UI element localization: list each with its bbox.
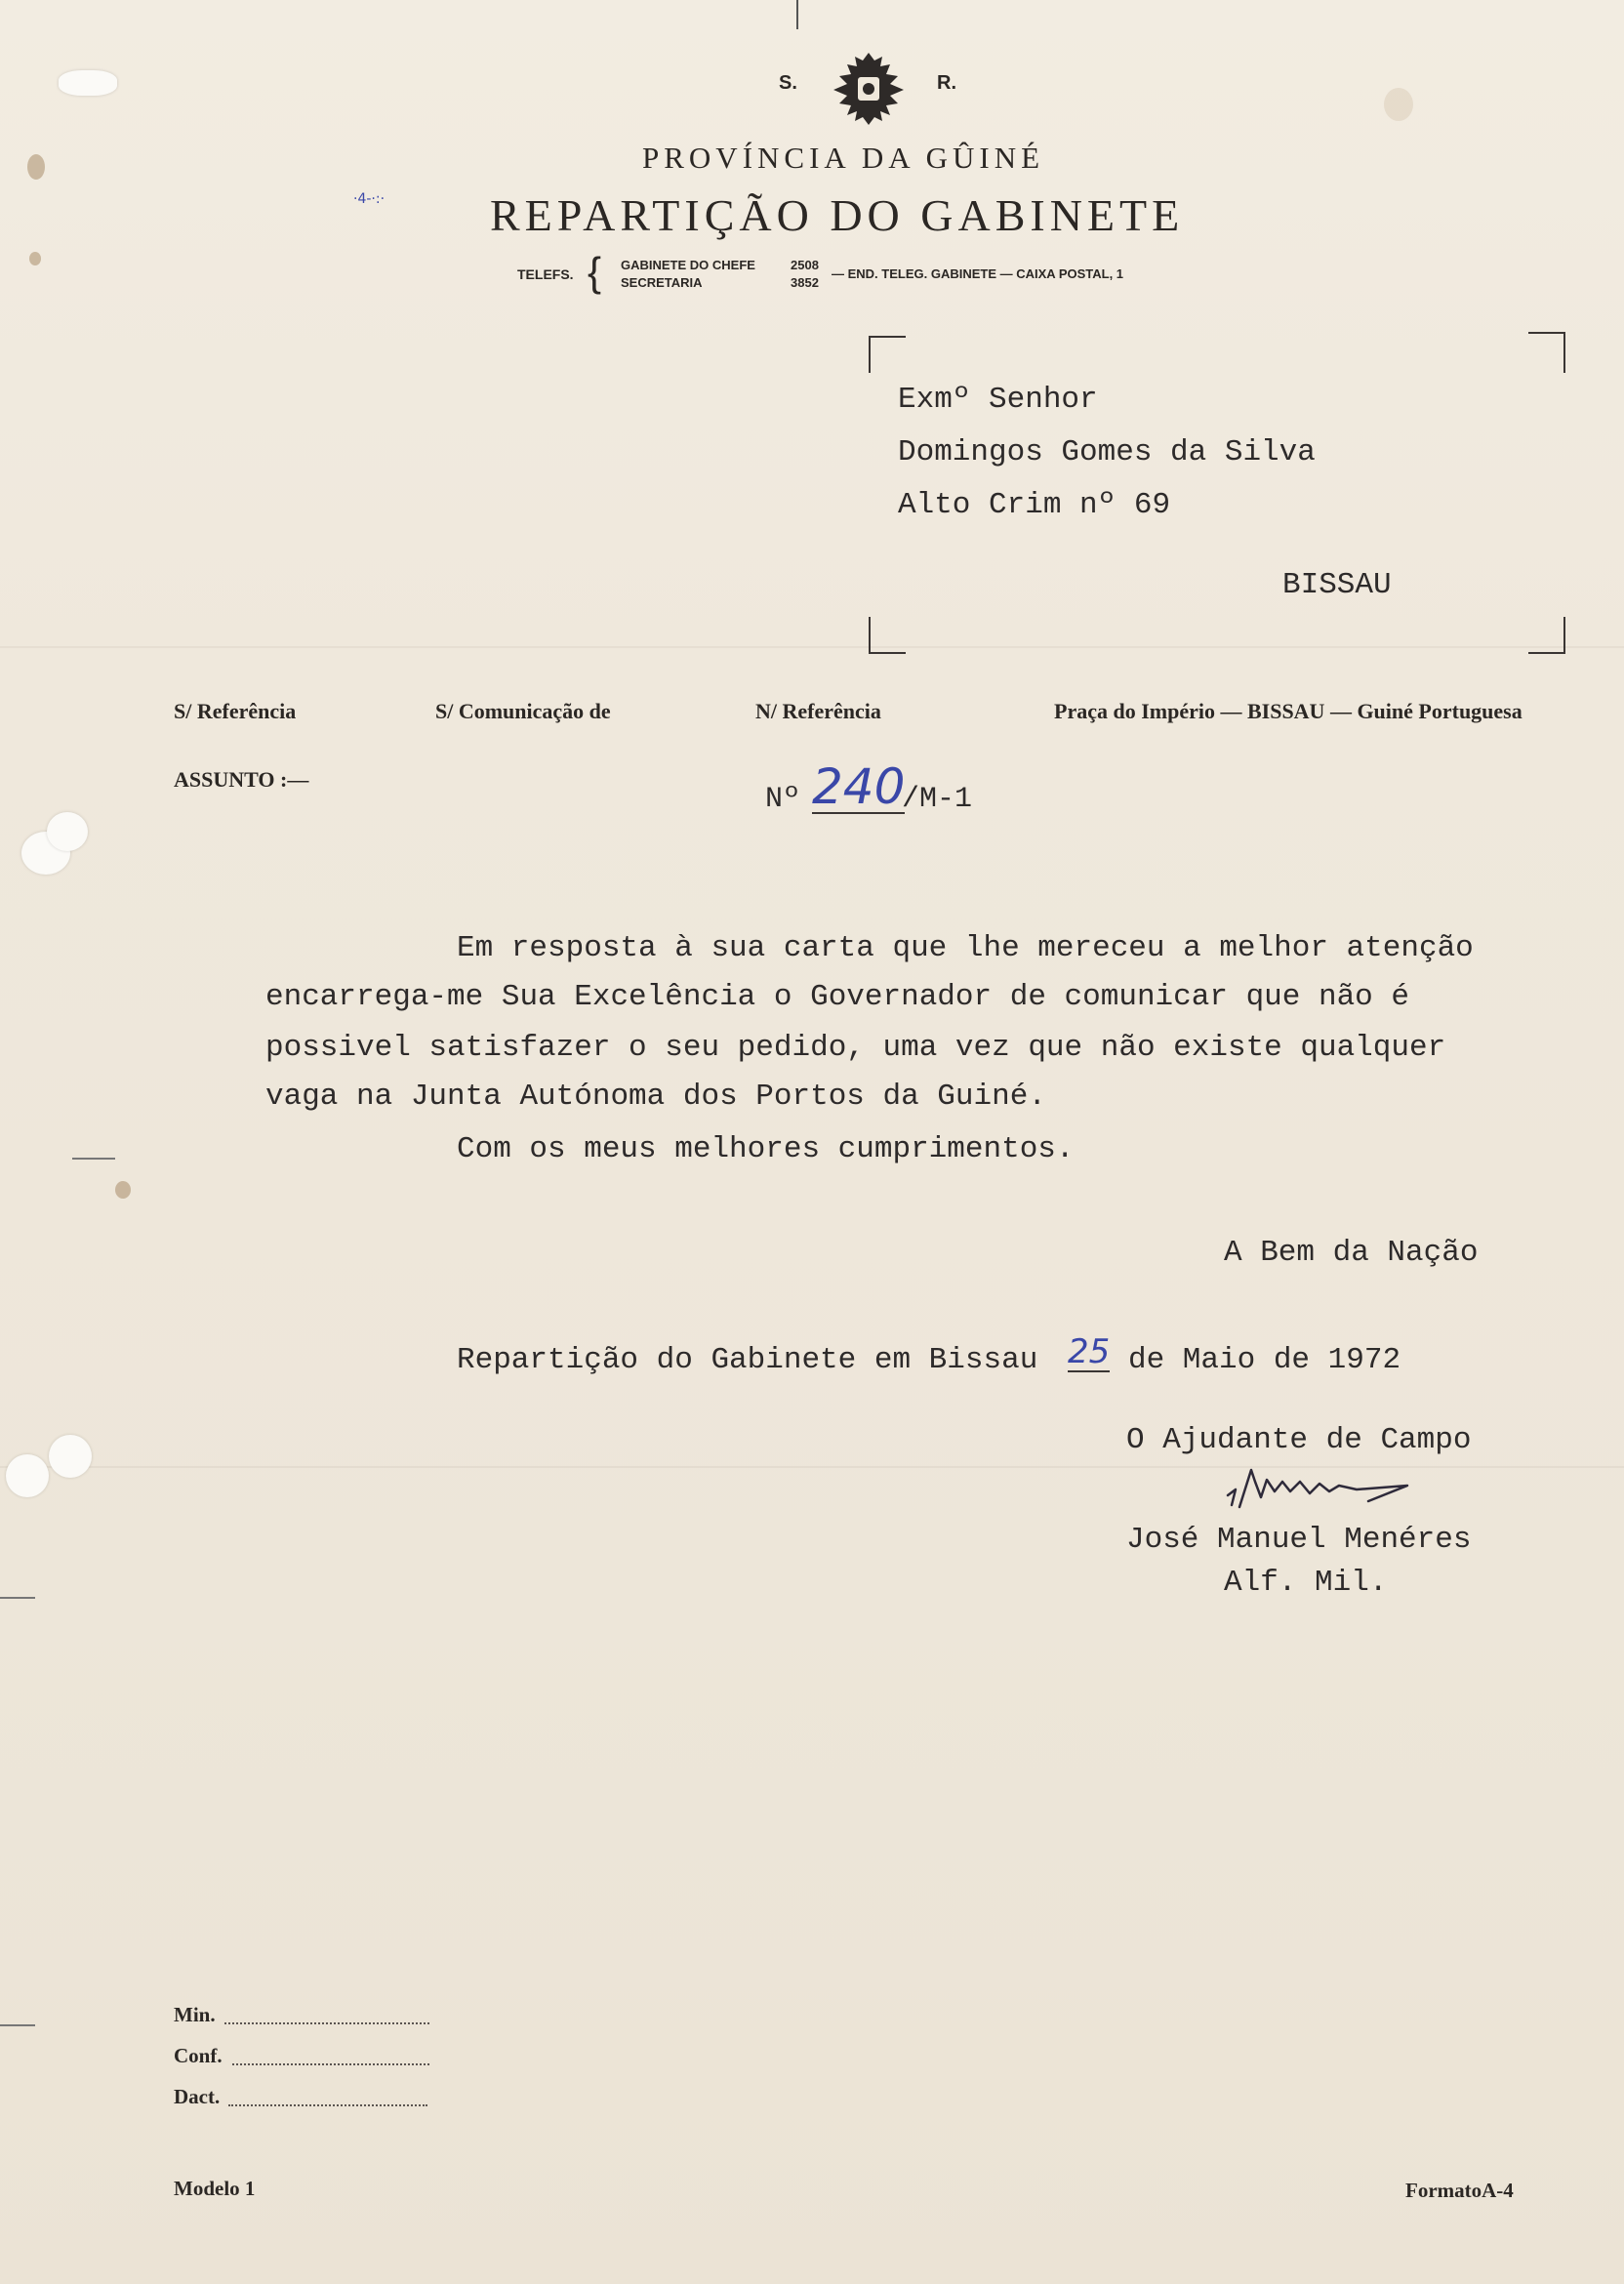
conf-field bbox=[232, 2063, 429, 2065]
s-comunicacao-label: S/ Comunicação de bbox=[435, 699, 611, 723]
n-referencia-label: N/ Referência bbox=[755, 699, 881, 723]
closing-date-day: 25 bbox=[1068, 1332, 1111, 1371]
assunto-label: ASSUNTO :— bbox=[174, 767, 309, 792]
punch-hole bbox=[6, 1454, 49, 1497]
header-initial-s: S. bbox=[779, 72, 797, 94]
stain bbox=[1384, 88, 1413, 121]
body-line-2: encarrega-me Sua Excelência o Governador de comunicar que não é bbox=[265, 980, 1409, 1014]
number-suffix: /M-1 bbox=[902, 783, 973, 816]
top-mark bbox=[796, 0, 798, 29]
closing-motto: A Bem da Nação bbox=[1224, 1236, 1479, 1270]
paper-fold bbox=[0, 646, 1624, 648]
margin-mark bbox=[72, 1158, 115, 1160]
body-line-1: Em resposta à sua carta que lhe mereceu a melhor atenção bbox=[457, 931, 1474, 965]
telefs-label: TELEFS. bbox=[517, 266, 574, 282]
province-title: PROVÍNCIA DA GÛINÉ bbox=[642, 141, 1045, 175]
dact-label: Dact. bbox=[174, 2085, 221, 2108]
margin-mark bbox=[0, 2024, 35, 2026]
footer-model: Modelo 1 bbox=[174, 2177, 256, 2200]
stain bbox=[27, 154, 45, 180]
window-corner bbox=[869, 617, 906, 654]
stain bbox=[115, 1181, 131, 1199]
recipient-salutation: Exmº Senhor bbox=[898, 383, 1098, 417]
phone-line1-number: 2508 bbox=[791, 258, 819, 272]
ink-mark: ·4-·:· bbox=[353, 191, 386, 207]
recipient-city: BISSAU bbox=[1282, 568, 1392, 602]
dact-field bbox=[228, 2104, 427, 2106]
conf-label: Conf. bbox=[174, 2044, 223, 2067]
punch-hole bbox=[49, 1435, 92, 1478]
phone-line1-label: GABINETE DO CHEFE bbox=[621, 258, 755, 272]
margin-mark bbox=[0, 1597, 35, 1599]
closing-date-prefix: Repartição do Gabinete em Bissau bbox=[457, 1343, 1038, 1377]
window-corner bbox=[1528, 332, 1565, 373]
number-handwritten: 240 bbox=[812, 758, 906, 815]
header-initial-r: R. bbox=[937, 72, 956, 94]
closing-role: O Ajudante de Campo bbox=[1126, 1423, 1472, 1457]
window-corner bbox=[1528, 617, 1565, 654]
phone-line2-label: SECRETARIA bbox=[621, 275, 703, 290]
closing-date-suffix: de Maio de 1972 bbox=[1128, 1343, 1401, 1377]
number-prefix: Nº bbox=[765, 783, 801, 816]
body-line-4: vaga na Junta Autónoma dos Portos da Guiné. bbox=[265, 1080, 1046, 1114]
torn-spot bbox=[59, 70, 117, 96]
address-line: — END. TELEG. GABINETE — CAIXA POSTAL, 1 bbox=[832, 266, 1124, 281]
s-referencia-label: S/ Referência bbox=[174, 699, 297, 723]
handwritten-signature bbox=[1222, 1462, 1427, 1521]
punch-hole bbox=[47, 812, 88, 851]
min-label: Min. bbox=[174, 2003, 216, 2026]
body-line-3: possivel satisfazer o seu pedido, uma vez que não existe qualquer bbox=[265, 1031, 1446, 1065]
phone-line2-number: 3852 bbox=[791, 275, 819, 290]
window-corner bbox=[869, 336, 906, 373]
coat-of-arms-icon bbox=[822, 51, 915, 127]
stain bbox=[29, 252, 41, 265]
signature-rank: Alf. Mil. bbox=[1224, 1566, 1388, 1600]
location-line: Praça do Império — BISSAU — Guiné Portuguesa bbox=[1054, 699, 1522, 723]
brace: { bbox=[588, 249, 602, 295]
recipient-name: Domingos Gomes da Silva bbox=[898, 435, 1316, 469]
footer-format: FormatoA-4 bbox=[1405, 2179, 1514, 2202]
min-field bbox=[224, 2022, 429, 2024]
department-title: REPARTIÇÃO DO GABINETE bbox=[490, 190, 1185, 240]
body-line-5: Com os meus melhores cumprimentos. bbox=[457, 1132, 1075, 1166]
recipient-street: Alto Crim nº 69 bbox=[898, 488, 1171, 522]
signature-name: José Manuel Menéres bbox=[1126, 1523, 1472, 1557]
